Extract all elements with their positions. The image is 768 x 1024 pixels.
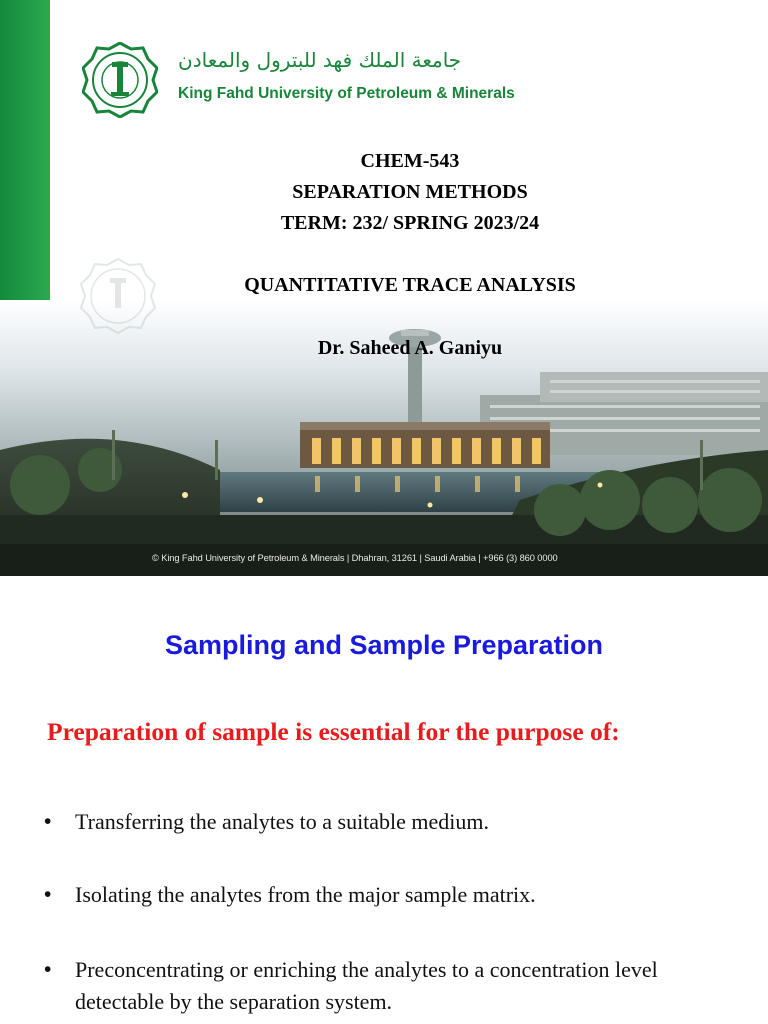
university-logo [82,42,542,122]
list-item-text: Isolating the analytes from the major sample matrix. [75,882,536,907]
term: TERM: 232/ SPRING 2023/24 [280,212,540,234]
list-item-text: Preconcentrating or enriching the analytes to a concentration level detectable by the separation system. [75,957,658,1014]
slide-subheading: Preparation of sample is essential for the purpose of: [47,717,620,746]
bullet-icon: • [44,958,52,981]
list-item-text: Transferring the analytes to a suitable medium. [75,809,490,834]
instructor-name: Dr. Saheed A. Ganiyu [317,337,503,359]
university-name-english: King Fahd University of Petroleum & Minerals [178,85,515,102]
copyright-footer: © King Fahd University of Petroleum & Minerals | Dhahran, 31261 | Saudi Arabia | +966 (3) 860 0000 [152,553,558,563]
lecture-topic: QUANTITATIVE TRACE ANALYSIS [244,274,576,296]
term-row [0,208,768,239]
topic-row [0,270,768,301]
university-name-arabic: جامعة الملك فهد للبترول والمعادن [178,48,462,72]
course-code-row [0,146,768,177]
bullet-icon: • [44,810,52,833]
course-code: CHEM-543 [360,150,460,172]
kfupm-seal-icon [82,42,158,118]
instructor-row [0,333,768,364]
course-name: SEPARATION METHODS [292,181,528,203]
slide-heading: Sampling and Sample Preparation [164,630,604,660]
content-slide [0,576,768,1024]
course-name-row [0,177,768,208]
bullet-icon: • [44,883,52,906]
